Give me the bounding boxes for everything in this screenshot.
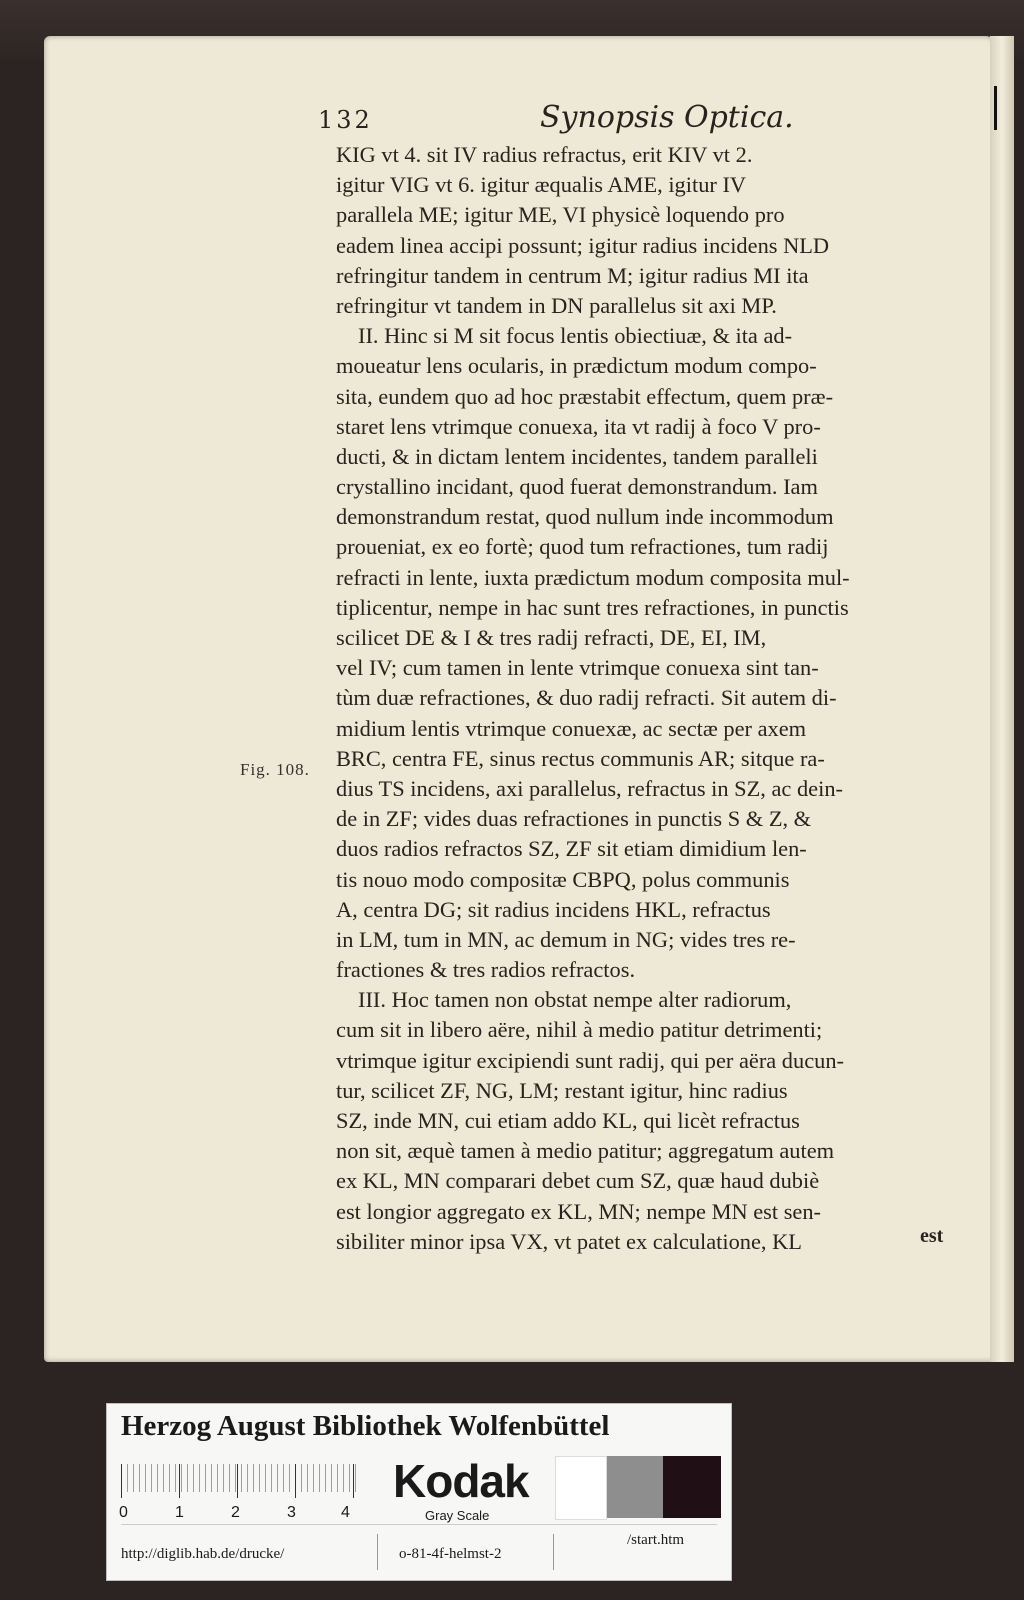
text-line: sibiliter minor ipsa VX, vt patet ex calculatione, KL	[336, 1228, 802, 1254]
text-line: refracti in lente, iuxta prædictum modum composita mul-	[336, 564, 850, 590]
text-line: ducti, & in dictam lentem incidentes, tandem paralleli	[336, 443, 818, 469]
text-line: A, centra DG; sit radius incidens HKL, refractus	[336, 896, 771, 922]
text-line: tùm duæ refractiones, & duo radij refracti. Sit autem di-	[336, 685, 837, 711]
text-line: KIG vt 4. sit IV radius refractus, erit KIV vt 2.	[336, 142, 753, 167]
text-line: dius TS incidens, axi parallelus, refractus in SZ, ac dein-	[336, 775, 843, 801]
black-swatch	[663, 1456, 721, 1518]
text-line: demonstrandum restat, quod nullum inde incommodum	[336, 504, 834, 530]
page-edge	[990, 36, 1014, 1362]
scan-mark	[994, 86, 997, 130]
text-line: ex KL, MN comparari debet cum SZ, quæ haud dubiè	[336, 1168, 820, 1194]
text-line: refringitur tandem in centrum M; igitur radius MI ita	[336, 262, 809, 288]
text-line: crystallino incidant, quod fuerat demonstrandum. Iam	[336, 474, 818, 500]
divider	[377, 1534, 378, 1570]
text-line: fractiones & tres radios refractos.	[336, 957, 636, 983]
kodak-logo: Kodak	[393, 1455, 529, 1507]
library-name: Herzog August Bibliothek Wolfenbüttel	[121, 1410, 610, 1442]
text-line: est longior aggregato ex KL, MN; nempe MN est sen-	[336, 1198, 822, 1224]
text-line: tis nouo modo compositæ CBPQ, polus communis	[336, 866, 790, 892]
text-line: SZ, inde MN, cui etiam addo KL, qui licèt refractus	[336, 1108, 800, 1133]
text-line: staret lens vtrimque conuexa, ita vt radij à foco V pro-	[336, 413, 821, 439]
url-identifier: o-81-4f-helmst-2	[399, 1546, 502, 1562]
ruler-major-ticks	[121, 1464, 361, 1498]
text-line: vtrimque igitur excipiendi sunt radij, qui per aëra ducun-	[336, 1047, 844, 1073]
ruler-number: 3	[287, 1504, 296, 1521]
catchword: est	[920, 1225, 944, 1247]
text-line: scilicet DE & I & tres radij refracti, DE, EI, IM,	[336, 625, 767, 650]
text-line: refringitur vt tandem in DN parallelus sit axi MP.	[336, 292, 777, 318]
url-base: http://diglib.hab.de/drucke/	[121, 1546, 285, 1562]
body-text	[336, 140, 956, 1257]
text-line: sita, eundem quo ad hoc præstabit effectum, quem præ-	[336, 383, 834, 409]
gray-scale-label: Gray Scale	[425, 1508, 490, 1523]
figure-reference: Fig. 108.	[240, 760, 310, 779]
text-line: duos radios refractos SZ, ZF sit etiam dimidium len-	[336, 836, 807, 862]
running-title: Synopsis Optica.	[540, 100, 794, 135]
text-line: tur, scilicet ZF, NG, LM; restant igitur, hinc radius	[336, 1077, 788, 1103]
gray-swatch	[607, 1456, 663, 1518]
text-line: BRC, centra FE, sinus rectus communis AR; sitque ra-	[336, 745, 825, 771]
ruler-number: 1	[175, 1504, 184, 1521]
color-calibration-chart	[106, 1403, 732, 1581]
ruler-number: 0	[119, 1504, 128, 1521]
text-line: de in ZF; vides duas refractiones in punctis S & Z, &	[336, 806, 812, 832]
text-line: III. Hoc tamen non obstat nempe alter radiorum,	[358, 987, 792, 1013]
ruler-number: 2	[231, 1504, 240, 1521]
url-suffix: /start.htm	[627, 1532, 685, 1548]
page-header	[318, 100, 958, 140]
text-line: tiplicentur, nempe in hac sunt tres refractiones, in punctis	[336, 594, 849, 620]
text-line: non sit, æquè tamen à medio patitur; aggregatum autem	[336, 1138, 835, 1164]
text-line: vel IV; cum tamen in lente vtrimque conuexa sint tan-	[336, 655, 819, 681]
folio-number: 132	[318, 106, 373, 134]
text-line: proueniat, ex eo fortè; quod tum refractiones, tum radij	[336, 534, 829, 560]
divider-line	[121, 1524, 717, 1525]
ruler-number: 4	[341, 1504, 350, 1521]
text-line: in LM, tum in MN, ac demum in NG; vides tres re-	[336, 926, 796, 952]
white-swatch	[555, 1456, 607, 1520]
divider	[553, 1534, 554, 1570]
text-line: parallela ME; igitur ME, VI physicè loquendo pro	[336, 202, 785, 228]
text-line: moueatur lens ocularis, in prædictum modum compo-	[336, 353, 817, 379]
text-line: igitur VIG vt 6. igitur æqualis AME, igitur IV	[336, 172, 747, 198]
text-line: eadem linea accipi possunt; igitur radius incidens NLD	[336, 232, 830, 258]
text-line: II. Hinc si M sit focus lentis obiectiuæ, & ita ad-	[358, 323, 793, 349]
text-line: midium lentis vtrimque conuexæ, ac sectæ per axem	[336, 715, 807, 741]
text-line: cum sit in libero aëre, nihil à medio patitur detrimenti;	[336, 1017, 823, 1043]
